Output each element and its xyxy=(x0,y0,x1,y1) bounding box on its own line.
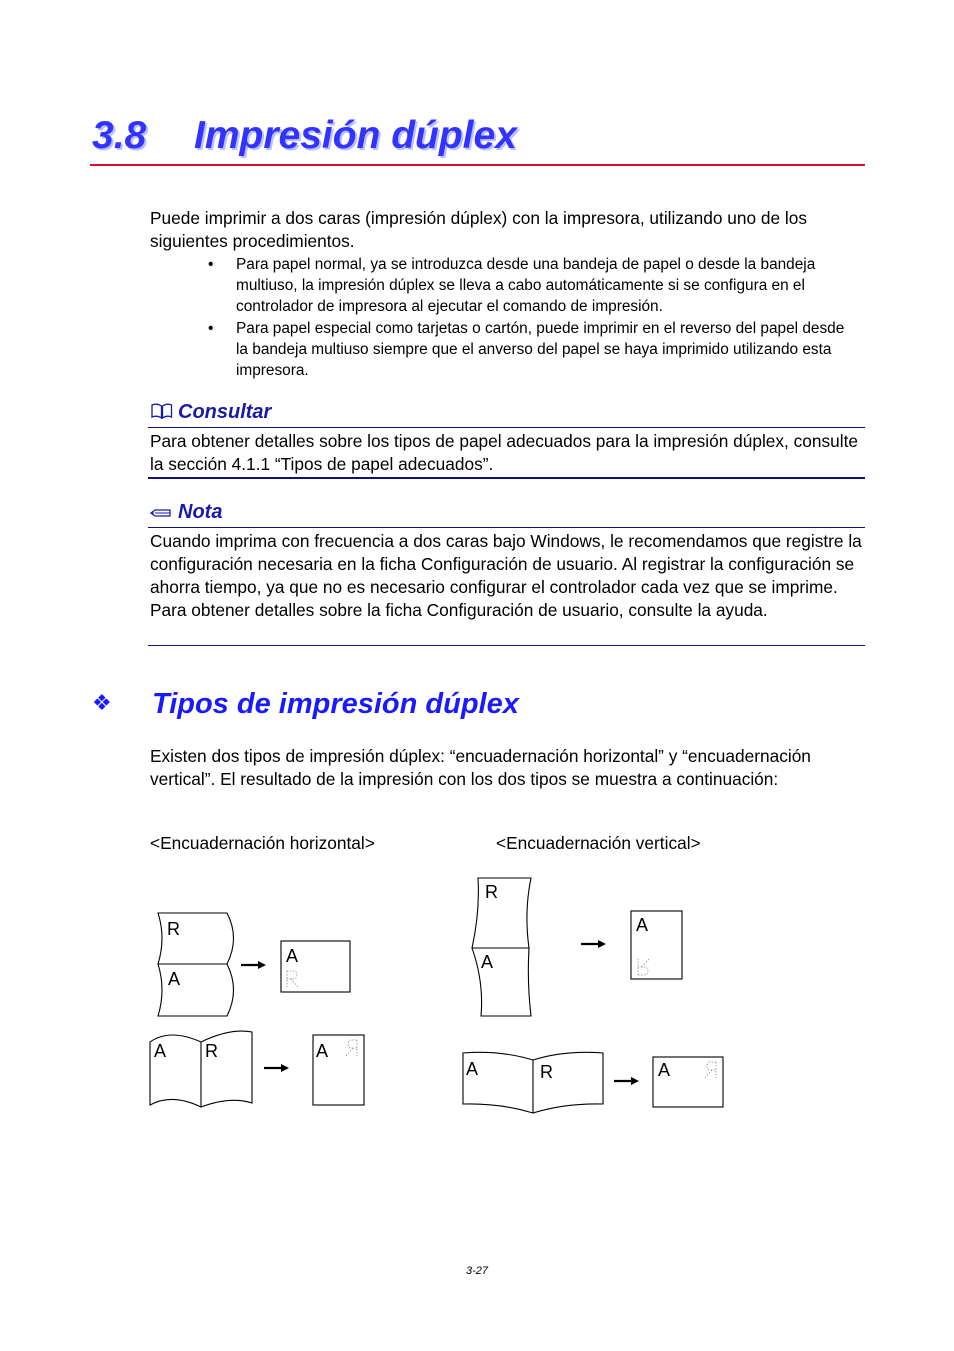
nota-title: Nota xyxy=(178,501,223,523)
front-letter: A xyxy=(481,952,494,972)
front-letter: A xyxy=(154,1041,167,1061)
front-letter: A xyxy=(168,969,181,989)
mirrored-r-icon xyxy=(346,1040,357,1056)
diamond-bullet-icon: ❖ xyxy=(92,690,112,715)
back-letter: R xyxy=(485,882,498,902)
section-number: 3.8 xyxy=(92,114,147,157)
list-item: • Para papel especial como tarjetas o cartón, puede imprimir en el reverso del papel desde la bandeja multiuso siempre que el anverso del papel se haya imprimido utilizando esta impresora. xyxy=(208,318,858,381)
reversed-r-icon xyxy=(287,971,298,987)
front-letter: A xyxy=(286,946,299,966)
consultar-text: Para obtener detalles sobre los tipos de papel adecuados para la impresión dúplex, consulte la sección 4.1.1 “Tipos de papel adecuados”. xyxy=(150,431,859,474)
vertical-open-book xyxy=(463,1052,603,1113)
vertical-caption: <Encuadernación vertical> xyxy=(496,833,701,853)
intro-paragraph: Puede imprimir a dos caras (impresión dúplex) con la impresora, utilizando uno de los siguientes procedimientos. xyxy=(150,208,807,251)
back-letter: R xyxy=(540,1062,553,1082)
horizontal-caption: <Encuadernación horizontal> xyxy=(150,833,375,853)
page-number: 3-27 xyxy=(465,1265,489,1277)
subsection-title: Tipos de impresión dúplex xyxy=(152,688,519,720)
front-letter: A xyxy=(658,1060,671,1080)
back-letter: R xyxy=(205,1041,218,1061)
section-title: Impresión dúplex xyxy=(194,114,517,157)
inverted-r-icon xyxy=(638,959,649,975)
mirrored-r-icon xyxy=(705,1062,716,1078)
list-item: • Para papel normal, ya se introduzca desde una bandeja de papel o desde la bandeja multiuso, la impresión dúplex se lleva a cabo automáticamente si se configura en el controlador de impresora al ejecutar el comando de impresión. xyxy=(208,254,858,317)
front-letter: A xyxy=(316,1041,329,1061)
subsection-text: Existen dos tipos de impresión dúplex: “encuadernación horizontal” y “encuadernación vertical”. El resultado de la impresión con los dos tipos se muestra a continuación: xyxy=(150,746,811,789)
front-letter: A xyxy=(636,915,649,935)
vertical-folded-sheet xyxy=(472,878,531,1016)
front-letter: A xyxy=(466,1059,479,1079)
nota-text: Cuando imprima con frecuencia a dos caras bajo Windows, le recomendamos que registre la configuración necesaria en la ficha Configuración de usuario. Al registrar la configuración se ahorra tiempo, ya que no es necesario configurar el controlador cada vez que se imprime. Para obtener detalles sobre la ficha Configuración de usuario, consulte la ayuda. xyxy=(150,531,862,620)
consultar-title: Consultar xyxy=(178,401,272,423)
back-letter: R xyxy=(167,919,180,939)
